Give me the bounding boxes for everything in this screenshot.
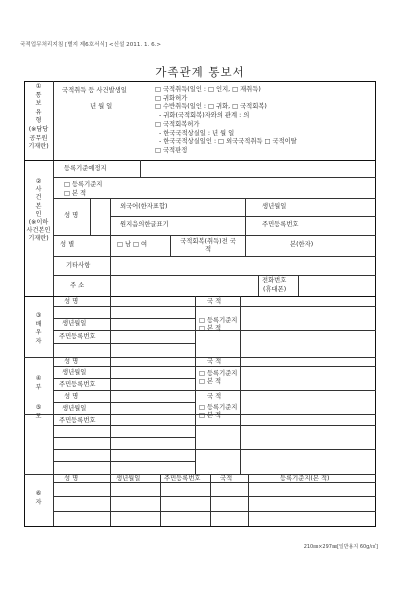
phone-label: 전화번호 (262, 277, 287, 284)
option-naturalization[interactable]: □ 귀화허가 (155, 94, 188, 102)
origin-label: 본(한자) (290, 241, 314, 248)
section6-label: ⑥ 자 (35, 490, 42, 506)
foreign-name-label: 외국어(한자표합) (120, 203, 168, 210)
mother-reg-options[interactable]: □ 등록기준지 □ 본 적 (199, 404, 238, 419)
children-col-birth: 생년월일 (116, 475, 141, 482)
rrn-label: 주민등록번호 (262, 221, 299, 228)
option-acquisition[interactable]: □ 국적취득(일인 : □ 인지, □ 재취득) (155, 86, 261, 93)
father-rrn-label: 주민등록번호 (59, 381, 96, 388)
loss-reason-field[interactable]: - 한국국적상실일인 : □ 외국국적취득 □ 국적이탈 (159, 138, 297, 146)
mother-birth-label: 생년월일 (62, 405, 87, 412)
mother-name-label: 성 명 (64, 393, 79, 400)
option-determination[interactable]: □ 국적판정 (155, 146, 188, 154)
section1-label: ① 통 보 유 형 (※담당 공무원 기재란) (28, 83, 49, 151)
spouse-name-label: 성 명 (64, 298, 79, 305)
spouse-birth-label: 생년월일 (62, 320, 87, 327)
relation-field: - 귀화(국적회복)자와의 관계 : 의 (159, 112, 250, 120)
spouse-nationality-label: 국 적 (207, 298, 222, 305)
section4-label: ④ 부 (35, 375, 42, 391)
children-col-nationality: 국적 (220, 475, 233, 482)
sex-label: 성 별 (60, 241, 75, 248)
section3-label: ③ 배 우 자 (35, 312, 42, 345)
reg-plan-value[interactable] (141, 161, 375, 177)
father-birth-label: 생년월일 (62, 369, 87, 376)
father-name-label: 성 명 (64, 358, 79, 365)
prev-nationality-label: 국적회복(취득)전 국적 (180, 238, 236, 253)
original-name-label: 원지음의한글표기 (120, 221, 169, 228)
reg-type-options[interactable]: □ 등록기준지 □ 본 적 (64, 181, 103, 197)
children-col-rrn: 주민등록번호 (164, 475, 201, 482)
option-restoration[interactable]: □ 국적회복허가 (155, 120, 200, 128)
mother-nationality-label: 국 적 (207, 393, 222, 400)
reg-plan-label: 등록기준예정지 (64, 165, 107, 172)
name-label: 성 명 (64, 212, 79, 219)
children-col-reg: 등록기준지(본 적) (280, 475, 330, 482)
section2-label: ② 사 건 본 인 (※이하 사건본인 기재란) (26, 178, 51, 243)
phone-sub-label: (휴대폰) (263, 286, 287, 293)
mother-rrn-label: 주민등록번호 (59, 417, 96, 424)
notice-type-options (155, 86, 297, 156)
paper-spec-footer: 210㎜×297㎜[일반용지 60g/㎡] (303, 544, 378, 550)
event-date-label: 국적취득 등 사건발생일 (62, 87, 127, 94)
address-label: 주 소 (70, 282, 85, 289)
other-label: 기타사항 (66, 262, 91, 269)
father-nationality-label: 국 적 (207, 358, 222, 365)
children-col-name: 성 명 (64, 475, 79, 482)
header-law-ref: 국적업무처리지침 [별지 제6호서식] <신설 2011. 1. 6.> (20, 42, 162, 48)
event-date-units: 년 월 일 (90, 103, 113, 110)
section5-label: ⑤ 모 (35, 404, 42, 420)
spouse-reg-options[interactable]: □ 등록기준지 □ 본 적 (199, 317, 238, 332)
loss-date-field: - 한국국적상실일 : 년 월 일 (159, 129, 235, 137)
option-accompanying[interactable]: □ 수반취득(일인 : □ 귀화, □ 국적회복) (155, 103, 267, 111)
spouse-rrn-label: 주민등록번호 (59, 333, 96, 340)
form-title: 가족관계 통보서 (155, 65, 245, 79)
sex-options[interactable]: □ 남 □ 여 (117, 241, 148, 248)
father-reg-options[interactable]: □ 등록기준지 □ 본 적 (199, 370, 238, 385)
birth-label: 생년월일 (262, 203, 287, 210)
